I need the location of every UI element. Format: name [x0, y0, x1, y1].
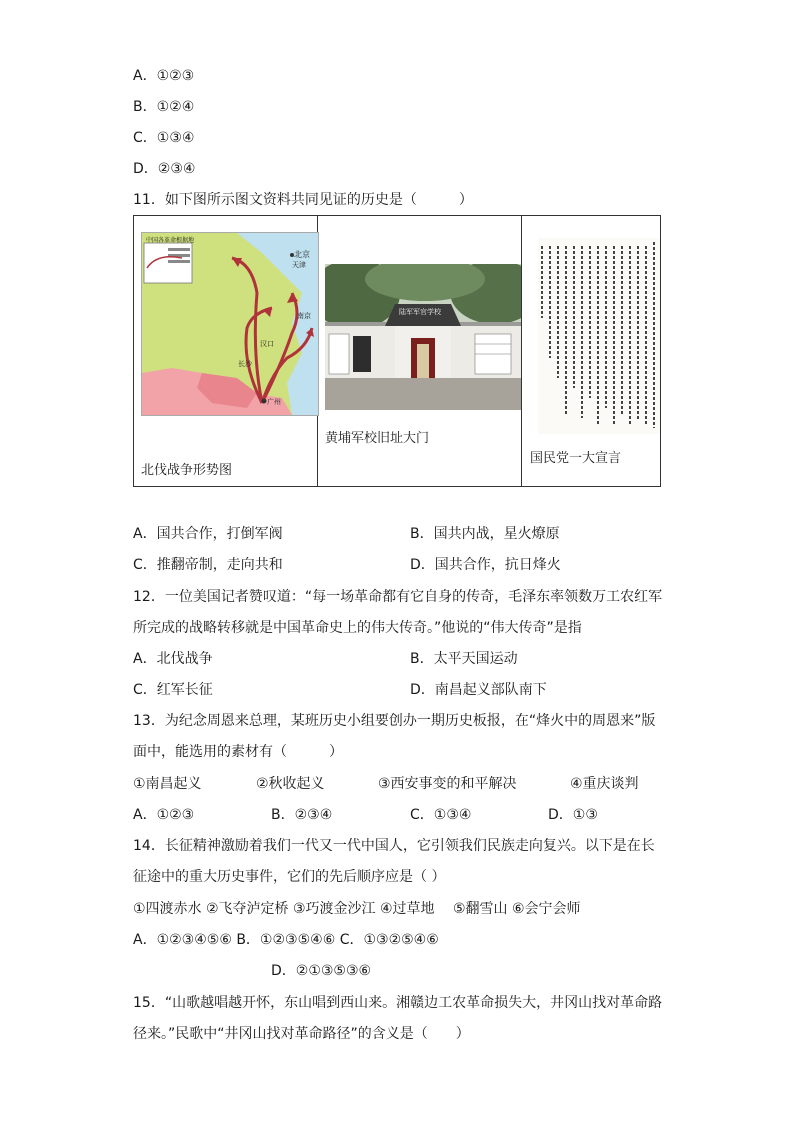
q11-option-b: B．国共内战，星火燎原	[410, 526, 560, 542]
q12-stem-line2: 所完成的战略转移就是中国革命史上的伟大传奇。”他说的“伟大传奇”是指	[133, 620, 582, 636]
northern-expedition-map	[141, 232, 319, 416]
q13-stem-line1: 13．为纪念周恩来总理，某班历史小组要创办一期历史板报，在“烽火中的周恩来”版	[133, 713, 656, 729]
photo-cell	[318, 216, 522, 486]
q13-option-b: B．②③④	[271, 807, 333, 823]
q13-stem-line2: 面中，能选用的素材有（ ）	[133, 744, 343, 760]
q13-item-2: ②秋收起义	[256, 776, 325, 792]
q14-options-row1: A．①②③④⑤⑥ B．①②③⑤④⑥ C．①③②⑤④⑥	[133, 932, 439, 948]
q15-stem-line2: 径来。”民歌中“井冈山找对革命路径”的含义是（ ）	[133, 1026, 470, 1042]
manifesto-scan	[538, 238, 660, 434]
option-d-prev: D．②③④	[133, 161, 196, 177]
scan-graphic	[538, 238, 660, 434]
document-cell	[522, 216, 660, 486]
q11-option-d: D．国共合作，抗日烽火	[410, 557, 561, 573]
q12-stem-line1: 12．一位美国记者赞叹道：“每一场革命都有它自身的传奇，毛泽东率领数万工农红军	[133, 589, 663, 605]
q11-stem: 11．如下图所示图文资料共同见证的历史是（ ）	[133, 192, 473, 208]
map-label-changsha: 长沙	[238, 360, 252, 368]
whampoa-gate-photo	[325, 264, 521, 410]
q13-item-3: ③西安事变的和平解决	[378, 776, 517, 792]
q12-option-b: B．太平天国运动	[410, 651, 518, 667]
q14-stem-line2: 征途中的重大历史事件，它们的先后顺序应是（ ）	[133, 869, 446, 885]
q13-item-4: ④重庆谈判	[570, 776, 639, 792]
map-label-nanjing: 南京	[297, 312, 311, 320]
gate-sign: 陆军军官学校	[399, 308, 441, 316]
q13-option-c: C．①③④	[410, 807, 472, 823]
q11-option-c: C．推翻帝制，走向共和	[133, 557, 283, 573]
q13-option-d: D．①③	[548, 807, 598, 823]
map-label-guangzhou: 广州	[267, 398, 281, 406]
option-a-prev: A．①②③	[133, 68, 195, 84]
map-inset-label: 中国各革命根据地	[146, 237, 195, 244]
option-c-prev: C．①③④	[133, 130, 195, 146]
q11-option-a: A．国共合作，打倒军阀	[133, 526, 283, 542]
q12-option-d: D．南昌起义部队南下	[410, 682, 547, 698]
q12-option-a: A．北伐战争	[133, 651, 213, 667]
map-label-tianjin: 天津	[292, 261, 306, 269]
map-cell	[134, 216, 318, 486]
q12-option-c: C．红军长征	[133, 682, 213, 698]
q13-option-a: A．①②③	[133, 807, 195, 823]
q13-item-1: ①南昌起义	[133, 776, 202, 792]
map-label-beijing: 北京	[294, 250, 310, 259]
q15-stem-line1: 15．“山歌越唱越开怀，东山唱到西山来。湘赣边工农革命损失大，井冈山找对革命路	[133, 995, 663, 1011]
photo-caption: 黄埔军校旧址大门	[325, 431, 430, 446]
map-label-wuhan: 汉口	[260, 340, 274, 348]
q14-option-d: D．②①③⑤③⑥	[271, 963, 372, 979]
option-b-prev: B．①②④	[133, 99, 195, 115]
q14-stem-line1: 14．长征精神激励着我们一代又一代中国人，它引领我们民族走向复兴。以下是在长	[133, 838, 655, 854]
q11-figure-table	[133, 215, 661, 487]
map-caption: 北伐战争形势图	[141, 463, 233, 478]
document-caption: 国民党一大宣言	[530, 451, 622, 466]
q14-events: ①四渡赤水 ②飞夺泸定桥 ③巧渡金沙江 ④过草地 ⑤翻雪山 ⑥会宁会师	[133, 901, 581, 917]
gate-graphic	[325, 264, 521, 410]
